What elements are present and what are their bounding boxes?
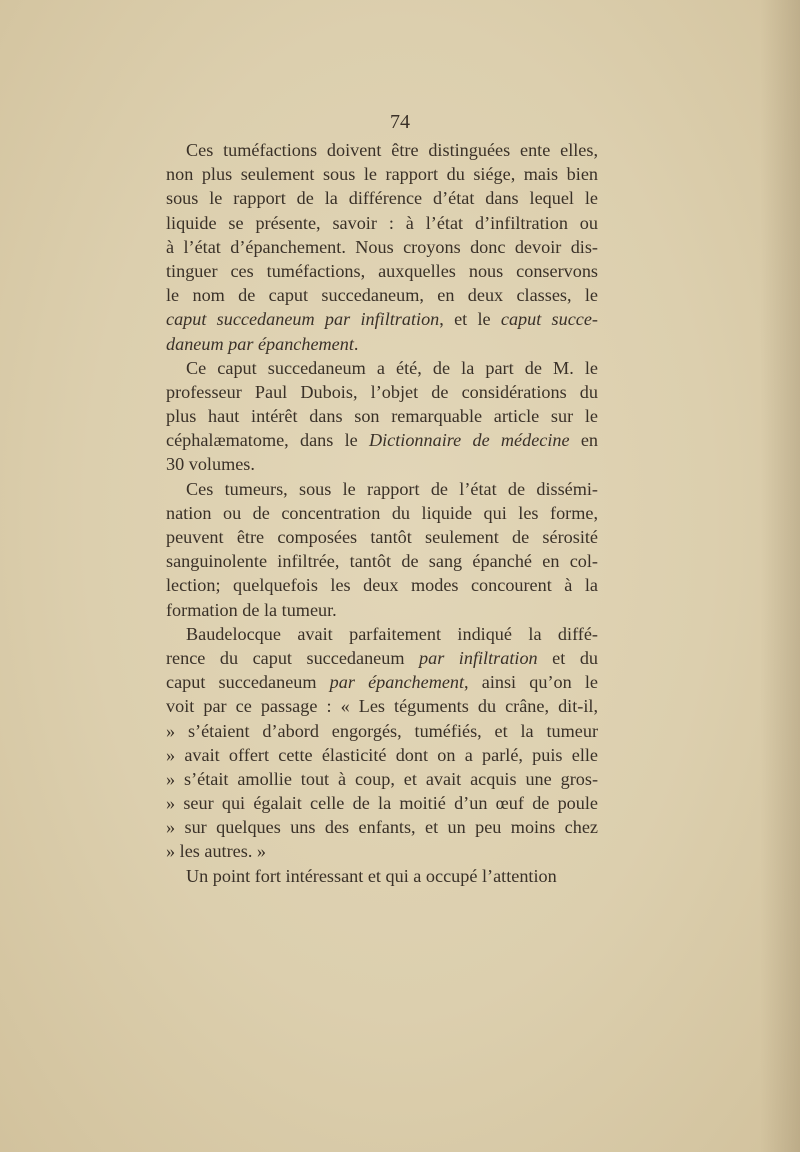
text-line [166, 839, 598, 863]
text-line [166, 549, 598, 573]
text-segment: lection; quelquefois les deux modes concourent à la [166, 575, 598, 596]
text-segment: Ces tuméfactions doivent être distinguées ente elles, [186, 140, 598, 160]
text-line [166, 235, 598, 259]
text-line [166, 694, 598, 718]
text-line [166, 428, 598, 452]
text-line [166, 452, 598, 476]
text-segment: non plus seulement sous le rapport du siége, mais bien [166, 164, 598, 185]
text-segment: » avait offert cette élasticité dont on a parlé, puis elle [166, 744, 598, 765]
page-number: 74 [390, 111, 410, 133]
text-line [166, 186, 598, 210]
paragraph [166, 622, 598, 864]
text-segment: » sur quelques uns des enfants, et un peu moins chez [166, 817, 598, 838]
text-line [166, 864, 598, 888]
text-line [166, 283, 598, 307]
text-segment: peuvent être composées tantôt seulement de sérosité [166, 527, 598, 547]
text-line [166, 743, 598, 767]
text-line [166, 646, 598, 670]
text-segment: » seur qui égalait celle de la moitié d’un œuf de poule [166, 793, 598, 814]
paragraph [166, 477, 598, 622]
text-line [166, 162, 598, 186]
text-line [166, 138, 598, 162]
italic-text: caput succedaneum par infiltration [166, 309, 440, 330]
text-segment: nation ou de concentration du liquide qui les forme, [166, 502, 598, 523]
text-segment: liquide se présente, savoir : à l’état d’infiltration ou [166, 212, 598, 233]
text-segment: Ces tumeurs, sous le rapport de l’état de dissémi- [186, 478, 598, 499]
text-line [166, 404, 598, 428]
text-line [166, 815, 598, 839]
text-segment: et du [537, 647, 599, 668]
text-line [166, 477, 598, 501]
body-text [166, 138, 598, 888]
text-line [166, 307, 598, 331]
italic-text: par épanchement [329, 672, 465, 693]
text-segment: sous le rapport de la différence d’état dans lequel le [166, 188, 598, 209]
text-line [166, 380, 598, 404]
text-line [166, 211, 598, 235]
text-segment: Un point fort intéressant et qui a occupé l’attention [186, 865, 557, 886]
text-segment: professeur Paul Dubois, l’objet de considérations du [166, 381, 598, 402]
text-line [166, 719, 598, 743]
text-line [166, 501, 598, 525]
text-segment: plus haut intérêt dans son remarquable article sur le [166, 406, 598, 427]
italic-text: daneum par épanchement [166, 333, 354, 354]
paragraph [166, 864, 598, 888]
text-segment: caput succedaneum [166, 672, 330, 693]
text-line [166, 259, 598, 283]
text-segment: . [353, 333, 359, 354]
text-segment: , ainsi qu’on le [464, 672, 598, 693]
text-line [166, 670, 598, 694]
text-segment: » les autres. » [166, 841, 267, 862]
text-segment: tinguer ces tuméfactions, auxquelles nous conservons [166, 260, 598, 281]
text-segment: 30 volumes. [166, 454, 255, 475]
text-line [166, 573, 598, 597]
text-segment: à l’état d’épanchement. Nous croyons donc devoir dis- [166, 236, 598, 257]
text-segment: formation de la tumeur. [166, 599, 337, 620]
text-segment: voit par ce passage : « Les téguments du crâne, dit-il, [166, 696, 598, 717]
text-segment: » s’étaient d’abord engorgés, tuméfiés, et la tumeur [166, 720, 598, 741]
text-segment: Ce caput succedaneum a été, de la part de M. le [186, 357, 598, 378]
text-segment: » s’était amollie tout à coup, et avait acquis une gros- [166, 768, 598, 789]
text-line [166, 598, 598, 622]
text-segment: le nom de caput succedaneum, en deux classes, le [166, 285, 598, 306]
italic-text: caput succe- [500, 309, 598, 330]
text-segment: Baudelocque avait parfaitement indiqué la diffé- [186, 623, 598, 644]
text-line [166, 525, 598, 549]
paragraph [166, 356, 598, 477]
text-segment: céphalæmatome, dans le [166, 430, 369, 451]
italic-text: Dictionnaire de médecine [368, 430, 570, 451]
paragraph [166, 138, 598, 356]
text-line [166, 791, 598, 815]
text-segment: en [569, 430, 598, 451]
text-line [166, 332, 598, 356]
text-segment: rence du caput succedaneum [166, 647, 420, 668]
text-line [166, 767, 598, 791]
text-line [166, 622, 598, 646]
text-segment: , et le [439, 309, 501, 330]
text-line [166, 356, 598, 380]
text-segment: sanguinolente infiltrée, tantôt de sang épanché en col- [166, 551, 598, 572]
italic-text: par infiltration [419, 647, 538, 668]
